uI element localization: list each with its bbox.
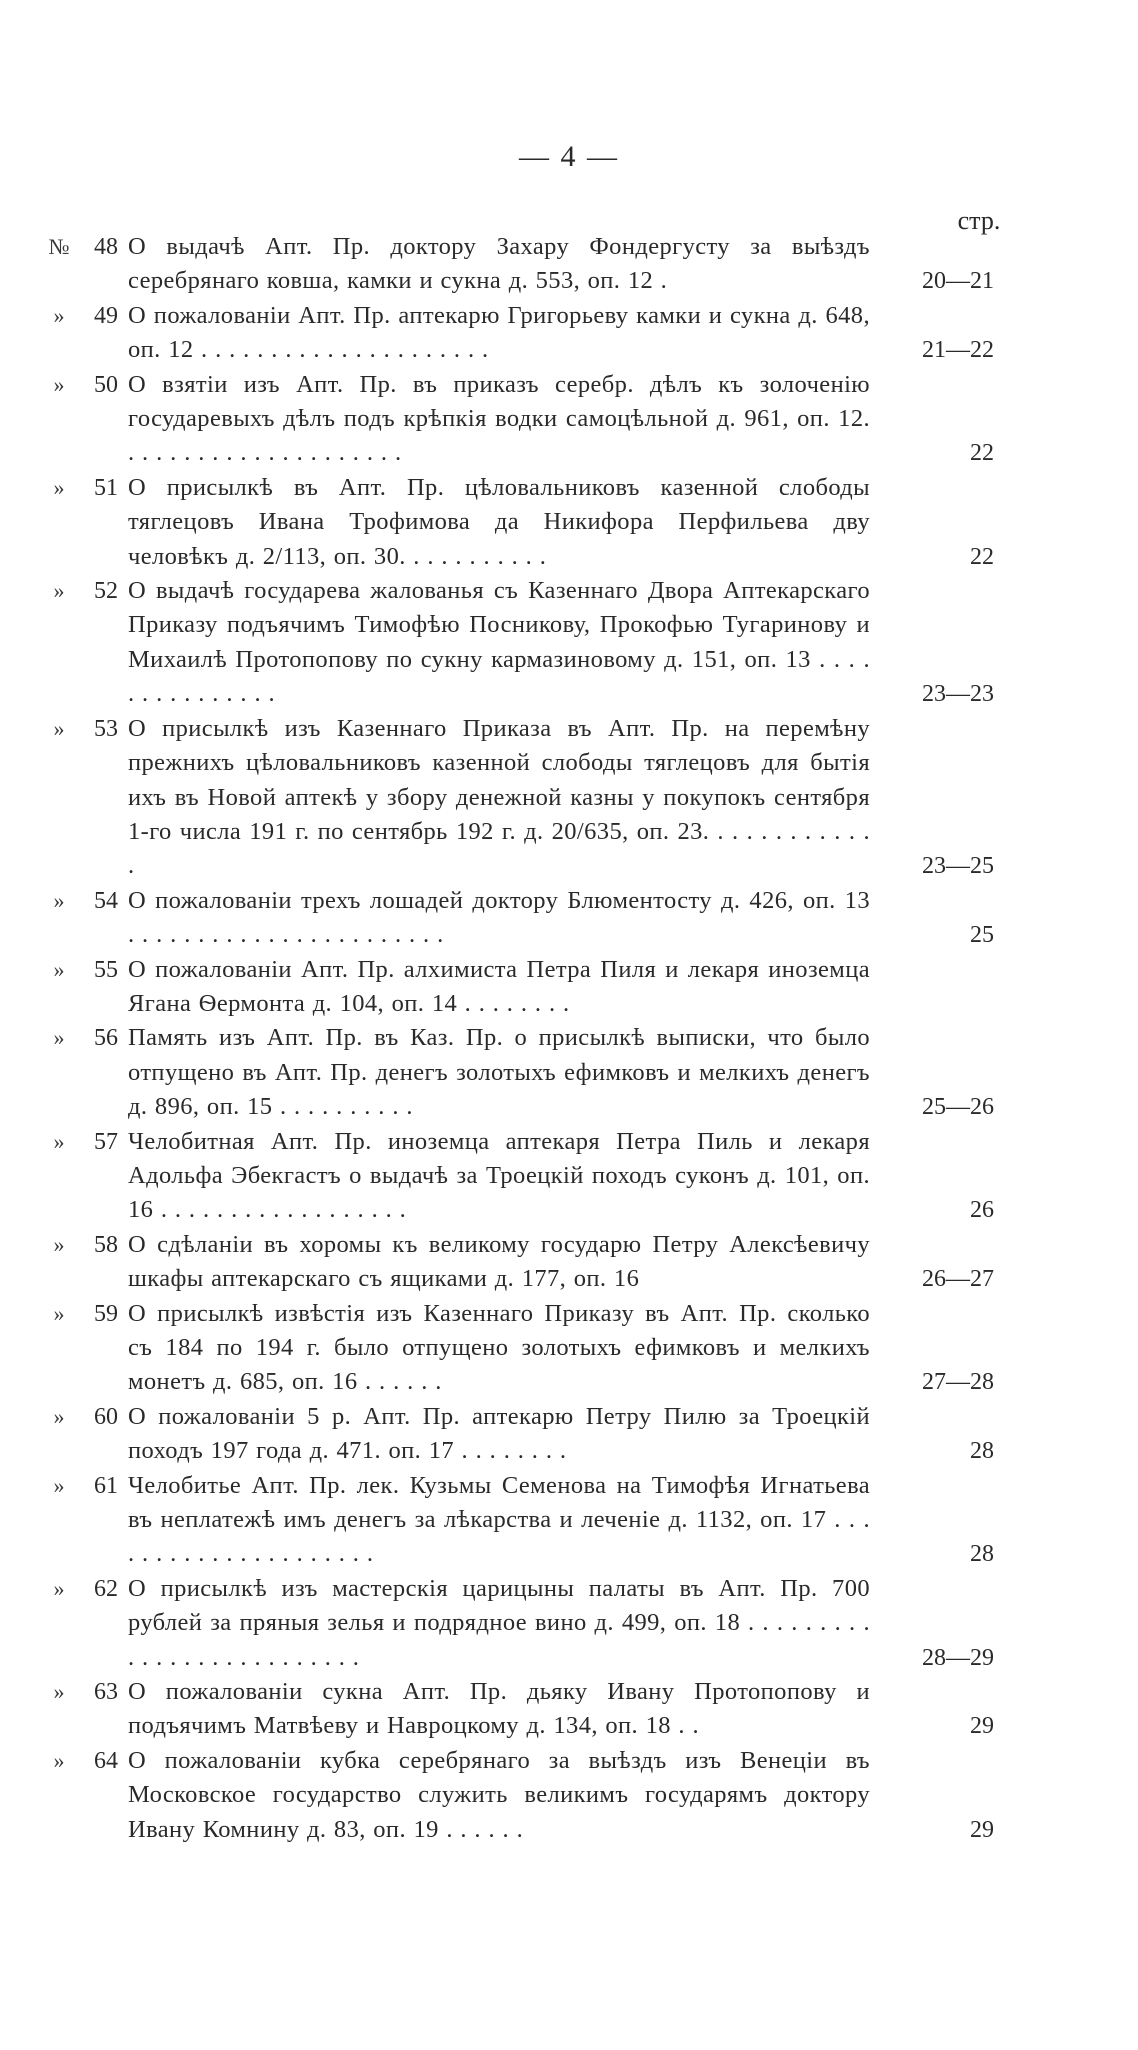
entry-mark: »	[53, 1403, 65, 1429]
entry-text: О пожалованiи кубка серебрянаго за выѣздъ изъ Венецiи въ Московское государство служить великимъ государямъ доктору Ивану Комнину д. 83, оп. 19 . . . . . .	[128, 1746, 870, 1843]
entry-mark: »	[53, 474, 65, 500]
entry-number: 58	[94, 1231, 118, 1258]
entry-row	[0, 712, 1138, 884]
entry-pages: 20—21	[922, 268, 994, 295]
entry-text: О присылкѣ изъ мастерскiя царицыны палаты въ Апт. Пр. 700 рублей за пряныя зелья и подрядное вино д. 499, оп. 18 . . . . . . . . . . . . . . . . . . . . . . . . . .	[128, 1574, 870, 1671]
entry-text: Челобитная Апт. Пр. иноземца аптекаря Петра Пиль и лекаря Адольфа Эбекгастъ о выдачѣ за Троецкiй походъ суконъ д. 101, оп. 16 . . . . . . . . . . . . . . . . . .	[128, 1127, 870, 1224]
entry-row	[0, 953, 1138, 1022]
entry-mark: »	[53, 1300, 65, 1326]
entry-pages: 23—23	[922, 681, 994, 708]
entry-text: О сдѣланiи въ хоромы къ великому государю Петру Алексѣевичу шкафы аптекарскаго съ ящиками д. 177, оп. 16	[128, 1230, 870, 1293]
entry-text: О выдачѣ государева жалованья съ Казеннаго Двора Аптекарскаго Приказу подъячимъ Тимофѣю Посникову, Прокофью Тугаринову и Михаилѣ Протопопову по сукну кармазиновому д. 151, оп. 13 . . . . . . . . . . . . . . .	[128, 577, 870, 708]
entry-text: О пожалованiи Апт. Пр. аптекарю Григорьеву камки и сукна д. 648, оп. 12 . . . . . . . . . . . . . . . . . . . . .	[128, 301, 870, 364]
entry-mark: »	[53, 302, 65, 328]
entry-number: 62	[94, 1575, 118, 1602]
entry-pages: 23—25	[922, 853, 994, 880]
entry-number: 56	[94, 1025, 118, 1052]
entry-row	[0, 884, 1138, 953]
entry-text: О присылкѣ въ Апт. Пр. цѣловальниковъ казенной слободы тяглецовъ Ивана Трофимова да Никифора Перфильева дву человѣкъ д. 2/113, оп. 30. . . . . . . . . . .	[128, 473, 870, 570]
page-number: — 4 —	[519, 140, 619, 173]
entry-number: 64	[94, 1747, 118, 1774]
entry-mark: »	[53, 1231, 65, 1257]
entry-number: 59	[94, 1300, 118, 1327]
entry-text: Память изъ Апт. Пр. въ Каз. Пр. о присылкѣ выписки, что было отпущено въ Апт. Пр. денегъ золотыхъ ефимковъ и мелкихъ денегъ д. 896, оп. 15 . . . . . . . . . .	[128, 1024, 870, 1121]
entry-text: О выдачѣ Апт. Пр. доктору Захару Фондергусту за выѣздъ серебрянаго ковша, камки и сукна д. 553, оп. 12 .	[128, 233, 870, 295]
entry-number: 55	[94, 956, 118, 983]
entry-row	[0, 299, 1138, 368]
entry-mark: »	[53, 956, 65, 982]
entry-text: О пожалованiи сукна Апт. Пр. дьяку Ивану Протопопову и подъячимъ Матвѣеву и Навроцкому д. 134, оп. 18 . .	[128, 1678, 870, 1740]
entry-number: 61	[94, 1472, 118, 1499]
entry-mark: »	[53, 1128, 65, 1154]
entry-list	[0, 230, 1138, 1847]
entry-pages: 29	[970, 1713, 994, 1740]
entry-number: 52	[94, 578, 118, 605]
entry-number: 49	[94, 302, 118, 329]
entry-number: 54	[94, 887, 118, 914]
entry-row	[0, 368, 1138, 471]
entry-mark: »	[53, 578, 65, 604]
entry-mark: »	[53, 1472, 65, 1498]
entry-pages: 28	[970, 1541, 994, 1568]
entry-mark: №	[48, 234, 70, 259]
entry-row	[0, 1572, 1138, 1675]
entry-pages: 25—26	[922, 1094, 994, 1121]
entry-number: 48	[94, 234, 118, 260]
entry-text: Челобитье Апт. Пр. лек. Кузьмы Семенова на Тимофѣя Игнатьева въ неплатежѣ имъ денегъ за лѣкарства и леченiе д. 1132, оп. 17 . . . . . . . . . . . . . . . . . . . . .	[128, 1471, 870, 1568]
entry-row	[0, 1297, 1138, 1400]
entry-pages: 26—27	[922, 1266, 994, 1293]
entry-text: О пожалованiи трехъ лошадей доктору Блюментосту д. 426, оп. 13 . . . . . . . . . . . . . . . . . . . . . . .	[128, 886, 870, 949]
entry-pages: 28—29	[922, 1644, 994, 1671]
entry-row	[0, 230, 1138, 299]
entry-pages: 21—22	[922, 337, 994, 364]
entry-pages: 27—28	[922, 1369, 994, 1396]
entry-row	[0, 1400, 1138, 1469]
entry-pages: 22	[970, 440, 994, 467]
entry-mark: »	[53, 371, 65, 397]
entry-text: О пожалованiи Апт. Пр. алхимиста Петра Пиля и лекаря иноземца Ягана Ѳермонта д. 104, оп. 14 . . . . . . . .	[128, 955, 870, 1017]
entry-mark: »	[53, 1747, 65, 1773]
entry-pages: 28	[970, 1438, 994, 1465]
entry-mark: »	[53, 1025, 65, 1051]
entry-mark: »	[53, 1575, 65, 1601]
entry-text: О пожалованiи 5 р. Апт. Пр. аптекарю Петру Пилю за Троецкiй походъ 197 года д. 471. оп. 17 . . . . . . . .	[128, 1402, 870, 1465]
entry-number: 60	[94, 1403, 118, 1430]
entry-number: 50	[94, 371, 118, 398]
entry-pages: 26	[970, 1197, 994, 1224]
entry-number: 63	[94, 1679, 118, 1706]
entry-text: О взятiи изъ Апт. Пр. въ приказъ серебр. дѣлъ къ золоченiю государевыхъ дѣлъ подъ крѣпкiя водки самоцѣльной д. 961, оп. 12. . . . . . . . . . . . . . . . . . . . .	[128, 370, 870, 467]
entry-mark: »	[53, 715, 65, 741]
entry-row	[0, 471, 1138, 574]
entry-row	[0, 1228, 1138, 1297]
entry-row	[0, 1744, 1138, 1847]
entry-number: 53	[94, 715, 118, 742]
entry-pages: 22	[970, 543, 994, 570]
pages-column-header: стр.	[957, 206, 1001, 235]
entry-row	[0, 1675, 1138, 1744]
entry-mark: »	[53, 1679, 65, 1705]
entry-number: 57	[94, 1128, 118, 1155]
entry-pages: 29	[970, 1816, 994, 1843]
entry-row	[0, 1125, 1138, 1228]
entry-row	[0, 1021, 1138, 1124]
entry-text: О присылкѣ изъ Казеннаго Приказа въ Апт. Пр. на перемѣну прежнихъ цѣловальниковъ казенной слободы тяглецовъ для бытiя ихъ въ Новой аптекѣ у збору денежной казны у покупокъ сентября 1-го числа 191 г. по сентябрь 192 г. д. 20/635, оп. 23. . . . . . . . . . . . .	[128, 714, 870, 880]
entry-pages: 25	[970, 922, 994, 949]
entry-row	[0, 574, 1138, 712]
entry-row	[0, 1469, 1138, 1572]
entry-mark: »	[53, 887, 65, 913]
entry-text: О присылкѣ извѣстiя изъ Казеннаго Приказу въ Апт. Пр. сколько съ 184 по 194 г. было отпущено золотыхъ ефимковъ и мелкихъ монетъ д. 685, оп. 16 . . . . . .	[128, 1299, 870, 1396]
entry-number: 51	[94, 474, 118, 501]
